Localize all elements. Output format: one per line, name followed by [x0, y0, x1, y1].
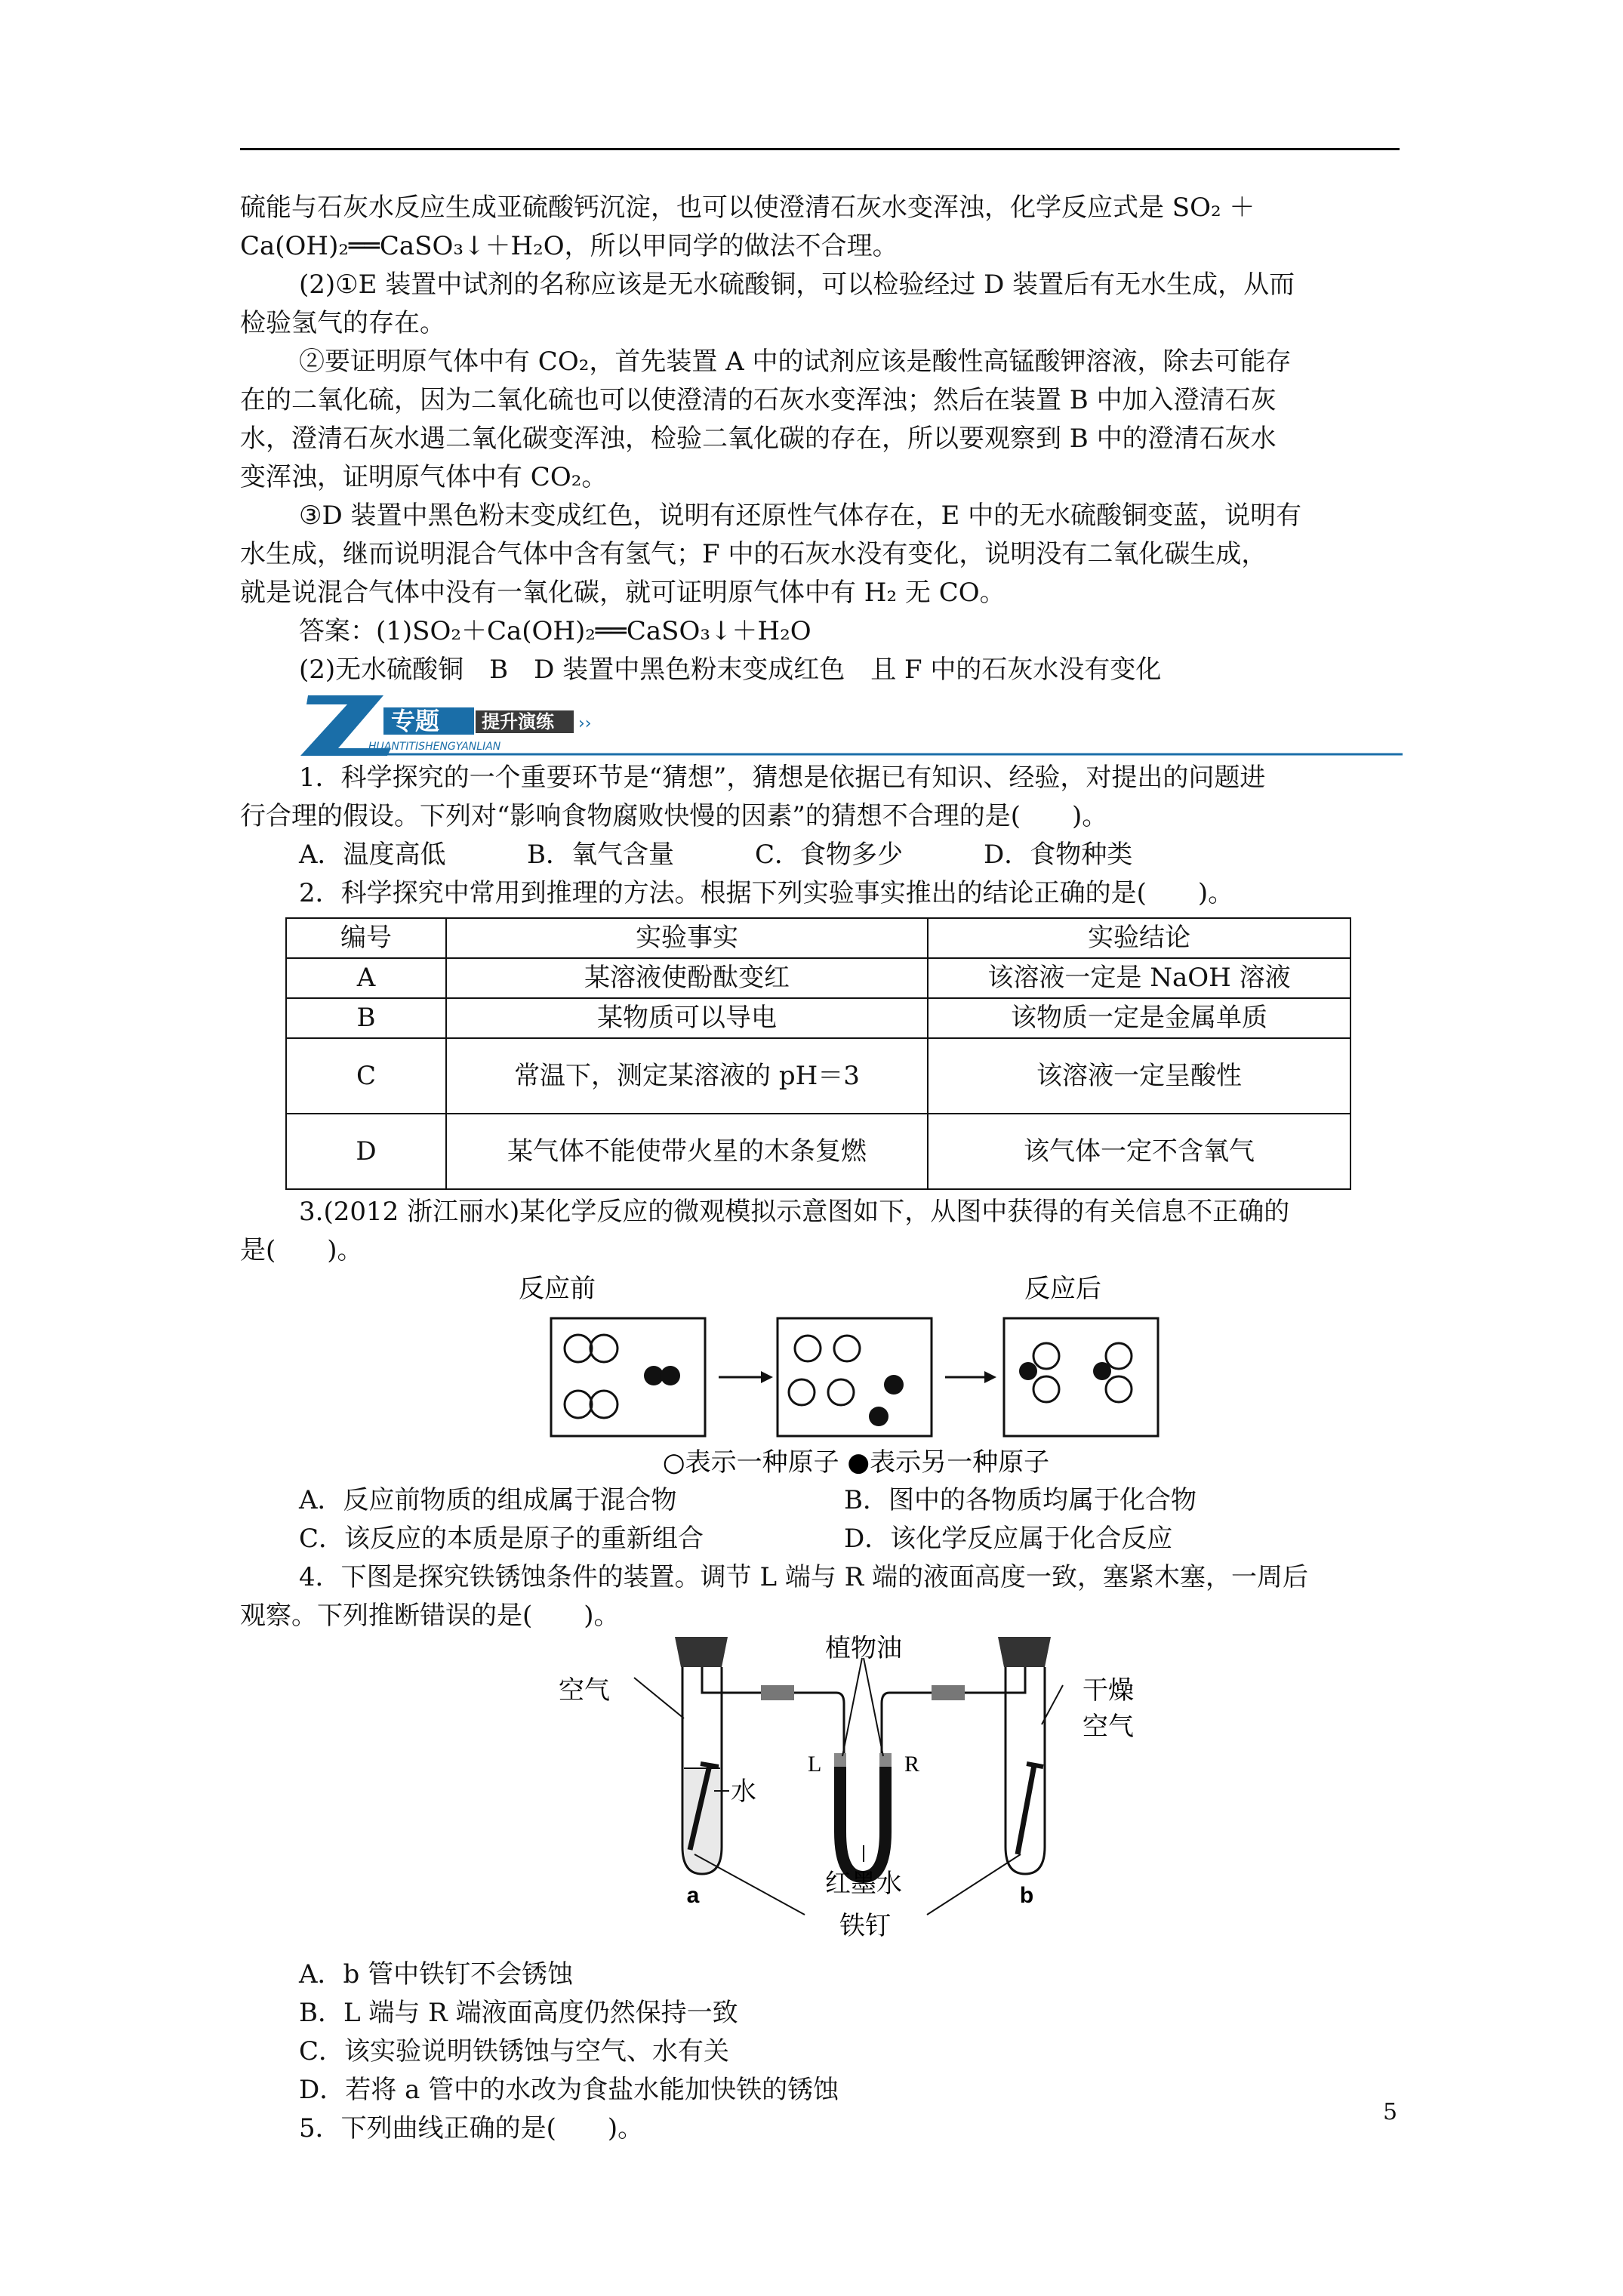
q3-choice-d: D．该化学反应属于化合反应	[844, 1524, 1173, 1554]
q3-choices	[240, 1520, 1403, 1558]
white-atom	[590, 1335, 617, 1362]
q3-stem: 是( )。	[240, 1235, 363, 1265]
q2-stem: 2．科学探究中常用到推理的方法。根据下列实验事实推出的结论正确的是( )。	[299, 878, 1234, 908]
rust-apparatus	[240, 1635, 1403, 1955]
black-atom	[1019, 1362, 1037, 1380]
atom-legend: ○表示一种原子 ●表示另一种原子	[662, 1447, 1050, 1478]
table-cell: 该物质一定是金属单质	[928, 998, 1350, 1038]
table-cell: B	[286, 998, 446, 1038]
pipe-joint-right	[932, 1685, 965, 1700]
water-in-tube-a	[684, 1768, 720, 1872]
explanation-line: 变浑浊，证明原气体中有 CO₂。	[240, 462, 608, 492]
label-before: 反应前	[519, 1274, 596, 1304]
table-cell: 常温下，测定某溶液的 pH＝3	[446, 1038, 928, 1114]
q4-figure	[240, 1635, 1403, 1955]
label-oil: 植物油	[825, 1635, 902, 1663]
explanation-line: 检验氢气的存在。	[240, 308, 445, 338]
white-atom	[1033, 1376, 1059, 1402]
answer-line: 答案：(1)SO₂＋Ca(OH)₂══CaSO₃↓＋H₂O	[299, 616, 812, 646]
explanation-line: 硫能与石灰水反应生成亚硫酸钙沉淀，也可以使澄清石灰水变浑浊，化学反应式是 SO₂ ＋	[240, 193, 1255, 223]
explanation-line: 水，澄清石灰水遇二氧化碳变浑浊，检验二氧化碳的存在，所以要观察到 B 中的澄清石灰水	[240, 424, 1277, 454]
arrow-head	[984, 1371, 996, 1383]
q4-choice-c: C．该实验说明铁锈蚀与空气、水有关	[299, 2036, 730, 2066]
banner-graphic	[293, 689, 1410, 759]
banner-chevrons: ››	[578, 714, 592, 733]
answer-line: (2)无水硫酸铜 B D 装置中黑色粉末变成红色 且 F 中的石灰水没有变化	[299, 655, 1162, 685]
white-atom	[565, 1335, 592, 1362]
q2-table	[285, 917, 1351, 1190]
stopper-left	[675, 1637, 728, 1667]
table-cell: 该溶液一定是 NaOH 溶液	[928, 958, 1350, 998]
label-l: L	[808, 1752, 822, 1777]
black-atom	[661, 1366, 680, 1385]
white-atom	[828, 1379, 854, 1405]
white-atom	[1106, 1376, 1132, 1402]
white-atom	[789, 1379, 815, 1405]
q3-stem: 3.(2012 浙江丽水)某化学反应的微观模拟示意图如下，从图中获得的有关信息不正确的	[299, 1197, 1290, 1227]
explanation-line: 水生成，继而说明混合气体中含有氢气；F 中的石灰水没有变化，说明没有二氧化碳生成，	[240, 539, 1267, 569]
table-header-cell: 实验事实	[446, 918, 928, 958]
explanation-line: 就是说混合气体中没有一氧化碳，就可证明原气体中有 H₂ 无 CO。	[240, 578, 1006, 608]
table-header-cell: 编号	[286, 918, 446, 958]
q4-choice-a: A．b 管中铁钉不会锈蚀	[299, 1959, 574, 1989]
label-tube-b: b	[1019, 1883, 1034, 1908]
pointer-nail-a	[694, 1854, 805, 1915]
table-cell: 某气体不能使带火星的木条复燃	[446, 1114, 928, 1189]
nail-head-b	[1027, 1764, 1043, 1767]
label-dry-air: 空气	[1083, 1712, 1134, 1742]
white-atom	[834, 1336, 860, 1361]
explanation-line: ②要证明原气体中有 CO₂，首先装置 A 中的试剂应该是酸性高锰酸钾溶液，除去可能存	[299, 347, 1292, 377]
label-dry: 干燥	[1083, 1675, 1134, 1706]
white-atom	[795, 1336, 821, 1361]
q3-choice-b: B．图中的各物质均属于化合物	[844, 1485, 1196, 1515]
black-atom	[884, 1375, 904, 1395]
label-after: 反应后	[1024, 1274, 1101, 1304]
q1-choice-b: B．氧气含量	[527, 840, 674, 870]
q1-choice-d: D．食物种类	[984, 840, 1133, 870]
q4-stem: 4．下图是探究铁锈蚀条件的装置。调节 L 端与 R 端的液面高度一致，塞紧木塞，一周后	[299, 1562, 1309, 1592]
q3-choice-c: C．该反应的本质是原子的重新组合	[299, 1524, 704, 1554]
banner-title: 专题	[391, 707, 440, 735]
table-cell: 该溶液一定呈酸性	[928, 1038, 1350, 1114]
label-r: R	[904, 1752, 920, 1777]
table-cell: D	[286, 1114, 446, 1189]
table-row	[286, 958, 1350, 998]
arrow-head	[761, 1371, 773, 1383]
q1-choice-c: C．食物多少	[755, 840, 904, 870]
iron-nail-b	[1018, 1765, 1034, 1854]
q4-choice-b: B．L 端与 R 端液面高度仍然保持一致	[299, 1998, 738, 2028]
table-cell: C	[286, 1038, 446, 1114]
q1-stem: 1．科学探究的一个重要环节是“猜想”，猜想是依据已有知识、经验，对提出的问题进	[299, 763, 1266, 793]
q1-stem: 行合理的假设。下列对“影响食物腐败快慢的因素”的猜想不合理的是( )。	[240, 801, 1108, 831]
black-atom	[869, 1407, 888, 1426]
pointer-oil	[864, 1658, 883, 1756]
oil-layer-left	[834, 1753, 846, 1767]
pointer-nail-b	[927, 1854, 1021, 1915]
section-banner	[240, 689, 1403, 759]
pointer-oil	[842, 1658, 862, 1756]
q4-stem: 观察。下列推断错误的是( )。	[240, 1601, 620, 1631]
white-atom	[1106, 1343, 1132, 1369]
explanation-line: Ca(OH)₂══CaSO₃↓＋H₂O，所以甲同学的做法不合理。	[240, 231, 898, 261]
explanation-line: ③D 装置中黑色粉末变成红色，说明有还原性气体存在，E 中的无水硫酸铜变蓝，说明有	[299, 501, 1302, 531]
nail-head-a	[701, 1764, 719, 1767]
explanation-line: 在的二氧化硫，因为二氧化硫也可以使澄清的石灰水变浑浊；然后在装置 B 中加入澄清石灰	[240, 385, 1277, 415]
reaction-diagram	[240, 1270, 1403, 1481]
table-header-row	[286, 918, 1350, 958]
header-rule	[240, 148, 1400, 150]
test-tube-b	[1006, 1667, 1045, 1874]
q5-stem: 5．下列曲线正确的是( )。	[299, 2113, 644, 2143]
black-atom	[1093, 1362, 1111, 1380]
banner-pinyin: HUANTITISHENGYANLIAN	[368, 741, 501, 753]
white-atom	[565, 1391, 592, 1418]
q4-choice-d: D．若将 a 管中的水改为食盐水能加快铁的锈蚀	[299, 2075, 839, 2105]
page-number: 5	[1383, 2099, 1398, 2125]
explanation-line: (2)①E 装置中试剂的名称应该是无水硫酸铜，可以检验经过 D 装置后有无水生成，从而	[299, 270, 1295, 300]
oil-layer-right	[879, 1753, 892, 1767]
white-atom	[590, 1391, 617, 1418]
table-cell: 该气体一定不含氧气	[928, 1114, 1350, 1189]
label-tube-a: a	[686, 1883, 700, 1908]
stopper-right	[998, 1637, 1051, 1667]
label-red-ink: 红墨水	[825, 1869, 902, 1899]
q1-choices	[240, 836, 1403, 874]
table-row	[286, 998, 1350, 1038]
q1-choice-a: A．温度高低	[299, 840, 446, 870]
pipe-joint-left	[761, 1685, 794, 1700]
q3-figure	[240, 1270, 1403, 1481]
table-row	[286, 1114, 1350, 1189]
box-middle	[778, 1318, 932, 1436]
table-cell: 某溶液使酚酞变红	[446, 958, 928, 998]
banner-subtitle: 提升演练	[482, 711, 554, 732]
page-content	[240, 189, 1403, 2148]
white-atom	[1033, 1343, 1059, 1369]
label-water: 水	[731, 1777, 756, 1807]
q3-choice-a: A．反应前物质的组成属于混合物	[299, 1485, 677, 1515]
label-iron-nail: 铁钉	[839, 1911, 891, 1941]
table-row	[286, 1038, 1350, 1114]
table-cell: A	[286, 958, 446, 998]
pointer-air	[634, 1678, 684, 1718]
table-cell: 某物质可以导电	[446, 998, 928, 1038]
q3-choices	[240, 1481, 1403, 1520]
label-air: 空气	[559, 1675, 610, 1706]
table-header-cell: 实验结论	[928, 918, 1350, 958]
